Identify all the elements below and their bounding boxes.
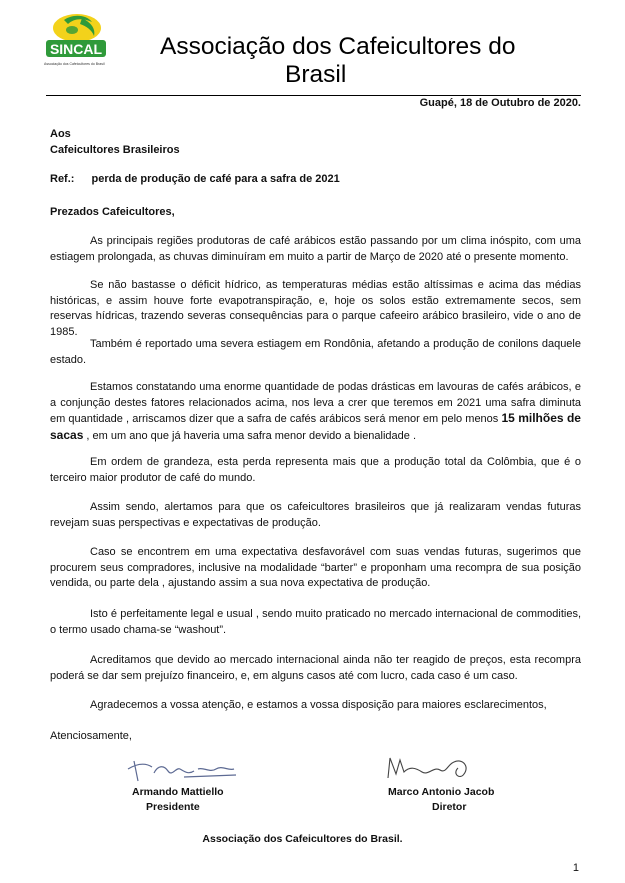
signer-2-name: Marco Antonio Jacob bbox=[388, 786, 495, 798]
paragraph-7: Caso se encontrem em uma expectativa desfavorável com suas vendas futuras, sugerimos que procurem seus compradores, inclusive na modalidade “barter” e proponham uma recompra de sua posição vendida, ou parte dela , ajustando assim a sua nova expectativa de produção. bbox=[50, 546, 581, 589]
highlight-amount: 15 milhões de sacas bbox=[50, 411, 581, 442]
paragraph-4-tail: , em um ano que já haveria uma safra menor devido a bienalidade . bbox=[83, 429, 417, 442]
paragraph-4 bbox=[50, 380, 581, 444]
recipient-line-1: Aos bbox=[50, 128, 71, 140]
signature-marco bbox=[382, 752, 492, 784]
paragraph-8: Isto é perfeitamente legal e usual , sendo muito praticado no mercado internacional de commodities, o termo usado chama-se “washout”. bbox=[50, 608, 581, 636]
header-rule bbox=[46, 95, 581, 96]
paragraph-3: Também é reportado uma severa estiagem em Rondônia, afetando a produção de conilons daquele estado. bbox=[50, 338, 581, 366]
page-number: 1 bbox=[572, 862, 579, 874]
letter-date: Guapé, 18 de Outubro de 2020. bbox=[419, 97, 581, 109]
logo-text: SINCAL bbox=[49, 41, 103, 57]
title-line-1: Associação dos Cafeicultores do bbox=[160, 33, 516, 60]
paragraph-2: Se não bastasse o déficit hídrico, as temperaturas médias estão altíssimas e acima das médias históricas, e assim houve forte evapotranspiração, e, hoje os solos estão extremamente secos, sem reservas hídricas, trazendo severas consequências para o parque cafeeiro arábico brasileiro, vide o ano de 1985. bbox=[50, 279, 581, 338]
paragraph-6: Assim sendo, alertamos para que os cafeicultores brasileiros que já realizaram vendas futuras revejam suas perspectivas e expectativas de produção. bbox=[50, 501, 581, 529]
letterhead-title bbox=[160, 33, 600, 89]
recipient-line-2: Cafeicultores Brasileiros bbox=[50, 144, 180, 156]
signature-armando bbox=[124, 755, 244, 785]
reference-label: Ref.: bbox=[50, 173, 75, 185]
signer-1-name: Armando Mattiello bbox=[132, 786, 224, 798]
paragraph-4-text: Estamos constatando uma enorme quantidade de podas drásticas em lavouras de cafés arábicos, e a conjunção destes fatores relacionados acima, nos leva a crer que teremos em 2021 uma safra diminuta em quantidade , arriscamos dizer que a safra de cafés arábicos será menor em pelo menos bbox=[50, 381, 581, 425]
reference-line bbox=[50, 173, 340, 185]
footer-organization: Associação dos Cafeicultores do Brasil. bbox=[202, 833, 403, 845]
signer-1-role: Presidente bbox=[146, 801, 200, 813]
closing: Atenciosamente, bbox=[50, 730, 132, 742]
paragraph-9: Acreditamos que devido ao mercado internacional ainda não ter reagido de preços, esta recompra poderá se dar sem prejuízo financeiro, e, em alguns casos até com lucro, cada caso é um caso. bbox=[50, 654, 581, 682]
signer-2-role: Diretor bbox=[432, 801, 467, 813]
greeting: Prezados Cafeicultores, bbox=[50, 206, 175, 218]
paragraph-5: Em ordem de grandeza, esta perda representa mais que a produção total da Colômbia, que é o terceiro maior produtor de café do mundo. bbox=[50, 456, 581, 484]
title-line-2: Brasil bbox=[285, 61, 347, 88]
paragraph-1: As principais regiões produtoras de café arábicos estão passando por um clima inóspito, com uma estiagem prolongada, as chuvas diminuíram em muito a partir de Março de 2020 até o presente momento. bbox=[50, 235, 581, 263]
logo-caption: Associação dos Cafeicultores do Brasil bbox=[44, 62, 105, 66]
paragraph-10: Agradecemos a vossa atenção, e estamos a vossa disposição para maiores esclarecimentos, bbox=[90, 699, 547, 711]
reference-subject: perda de produção de café para a safra de 2021 bbox=[91, 173, 340, 185]
